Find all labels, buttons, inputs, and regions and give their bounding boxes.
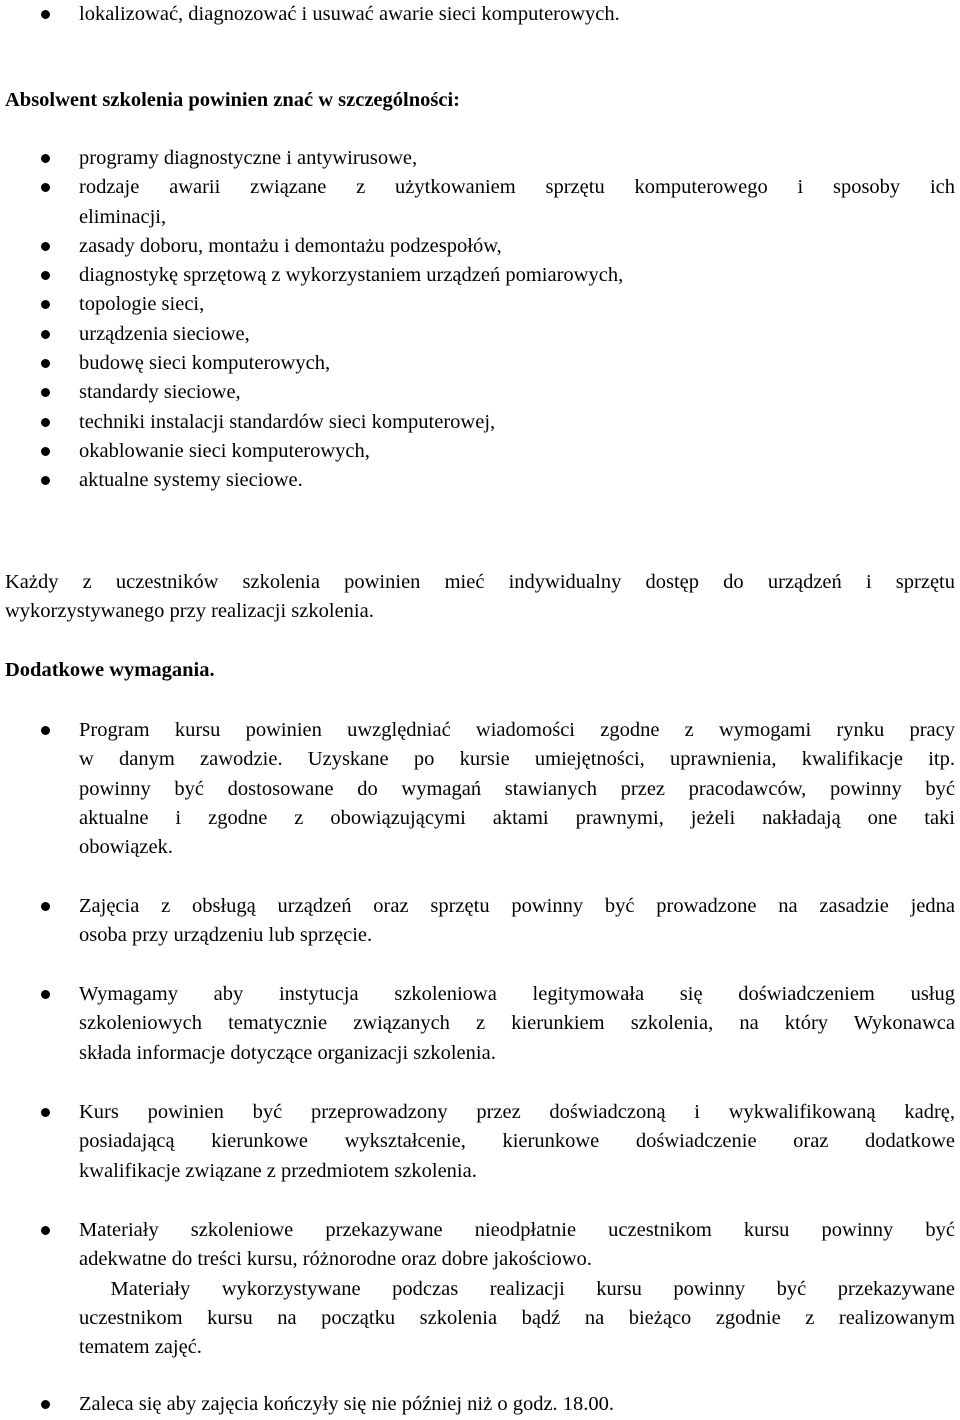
access-paragraph [5, 568, 955, 627]
requirement-line: Kurs powinien być przeprowadzony przez doświadczoną i wykwalifikowaną kadrę, [79, 1101, 955, 1123]
bullet-icon [41, 990, 50, 999]
list-item: eliminacji, [79, 205, 167, 228]
requirement-line: Wymagamy aby instytucja szkoleniowa legitymowała się doświadczeniem usług [79, 983, 955, 1005]
requirement-line: obowiązek. [79, 836, 173, 859]
bullet-icon [41, 10, 50, 19]
requirement-line: osoba przy urządzeniu lub sprzęcie. [79, 924, 373, 947]
requirement-line: Zaleca się aby zajęcia kończyły się nie później niż o godz. 18.00. [79, 1393, 615, 1415]
list-item: urządzenia sieciowe, [79, 322, 250, 345]
list-item: techniki instalacji standardów sieci komputerowej, [79, 410, 496, 433]
paragraph-line: wykorzystywanego przy realizacji szkolenia. [5, 600, 374, 623]
requirement-line: Materiały szkoleniowe przekazywane nieodpłatnie uczestnikom kursu powinny być [79, 1219, 955, 1241]
bullet-icon [41, 359, 50, 368]
requirement-line: Zajęcia z obsługą urządzeń oraz sprzętu powinny być prowadzone na zasadzie jedna [79, 895, 955, 917]
list-item: standardy sieciowe, [79, 381, 241, 404]
requirement-line: Program kursu powinien uwzględniać wiadomości zgodne z wymogami rynku pracy [79, 719, 955, 741]
extra-heading: Dodatkowe wymagania. [5, 659, 215, 681]
requirement-line: adekwatne do treści kursu, różnorodne oraz dobre jakościowo. [79, 1248, 592, 1271]
bullet-icon [41, 726, 50, 735]
list-item: diagnostykę sprzętową z wykorzystaniem urządzeń pomiarowych, [79, 264, 624, 287]
bullet-icon [41, 476, 50, 485]
requirement-line: kwalifikacje związane z przedmiotem szkolenia. [79, 1159, 477, 1182]
list-item: rodzaje awarii związane z użytkowaniem sprzętu komputerowego i sposoby ich [79, 176, 955, 199]
bullet-icon [41, 418, 50, 427]
bullet-icon [41, 300, 50, 309]
requirement-line: aktualne i zgodne z obowiązującymi aktami prawnymi, jeżeli nakładają one taki [79, 806, 955, 829]
bullet-icon [41, 1226, 50, 1235]
bullet-icon [41, 1108, 50, 1117]
bullet-icon [41, 447, 50, 456]
absolwent-heading: Absolwent szkolenia powinien znać w szczególności: [5, 89, 460, 111]
top-item-text: lokalizować, diagnozować i usuwać awarie sieci komputerowych. [79, 3, 620, 25]
bullet-icon [41, 902, 50, 911]
bullet-icon [41, 183, 50, 192]
bullet-icon [41, 1400, 50, 1409]
requirement-line: powinny być dostosowane do wymagań stawianych przez pracodawców, powinny być [79, 777, 955, 800]
bullet-icon [41, 330, 50, 339]
paragraph-line: Każdy z uczestników szkolenia powinien mieć indywidualny dostęp do urządzeń i sprzętu [5, 571, 955, 593]
requirement-line: składa informacje dotyczące organizacji szkolenia. [79, 1041, 496, 1064]
bullet-icon [41, 388, 50, 397]
list-item: okablowanie sieci komputerowych, [79, 439, 370, 462]
list-item: budowę sieci komputerowych, [79, 352, 331, 375]
list-item: aktualne systemy sieciowe. [79, 469, 303, 492]
bullet-icon [41, 242, 50, 251]
requirement-line: w danym zawodzie. Uzyskane po kursie umiejętności, uprawnienia, kwalifikacje itp. [79, 748, 955, 771]
bullet-icon [41, 271, 50, 280]
requirement-line: tematem zajęć. [79, 1336, 202, 1359]
requirement-line: posiadającą kierunkowe wykształcenie, kierunkowe doświadczenie oraz dodatkowe [79, 1130, 955, 1153]
requirement-line: uczestnikom kursu na początku szkolenia bądź na bieżąco zgodnie z realizowanym [79, 1306, 955, 1329]
bullet-icon [41, 154, 50, 163]
requirement-line: Materiały wykorzystywane podczas realizacji kursu powinny być przekazywane [79, 1277, 955, 1300]
requirement-line: szkoleniowych tematycznie związanych z kierunkiem szkolenia, na który Wykonawca [79, 1012, 955, 1035]
list-item: zasady doboru, montażu i demontażu podzespołów, [79, 234, 502, 257]
list-item: topologie sieci, [79, 293, 205, 316]
list-item: programy diagnostyczne i antywirusowe, [79, 147, 418, 169]
